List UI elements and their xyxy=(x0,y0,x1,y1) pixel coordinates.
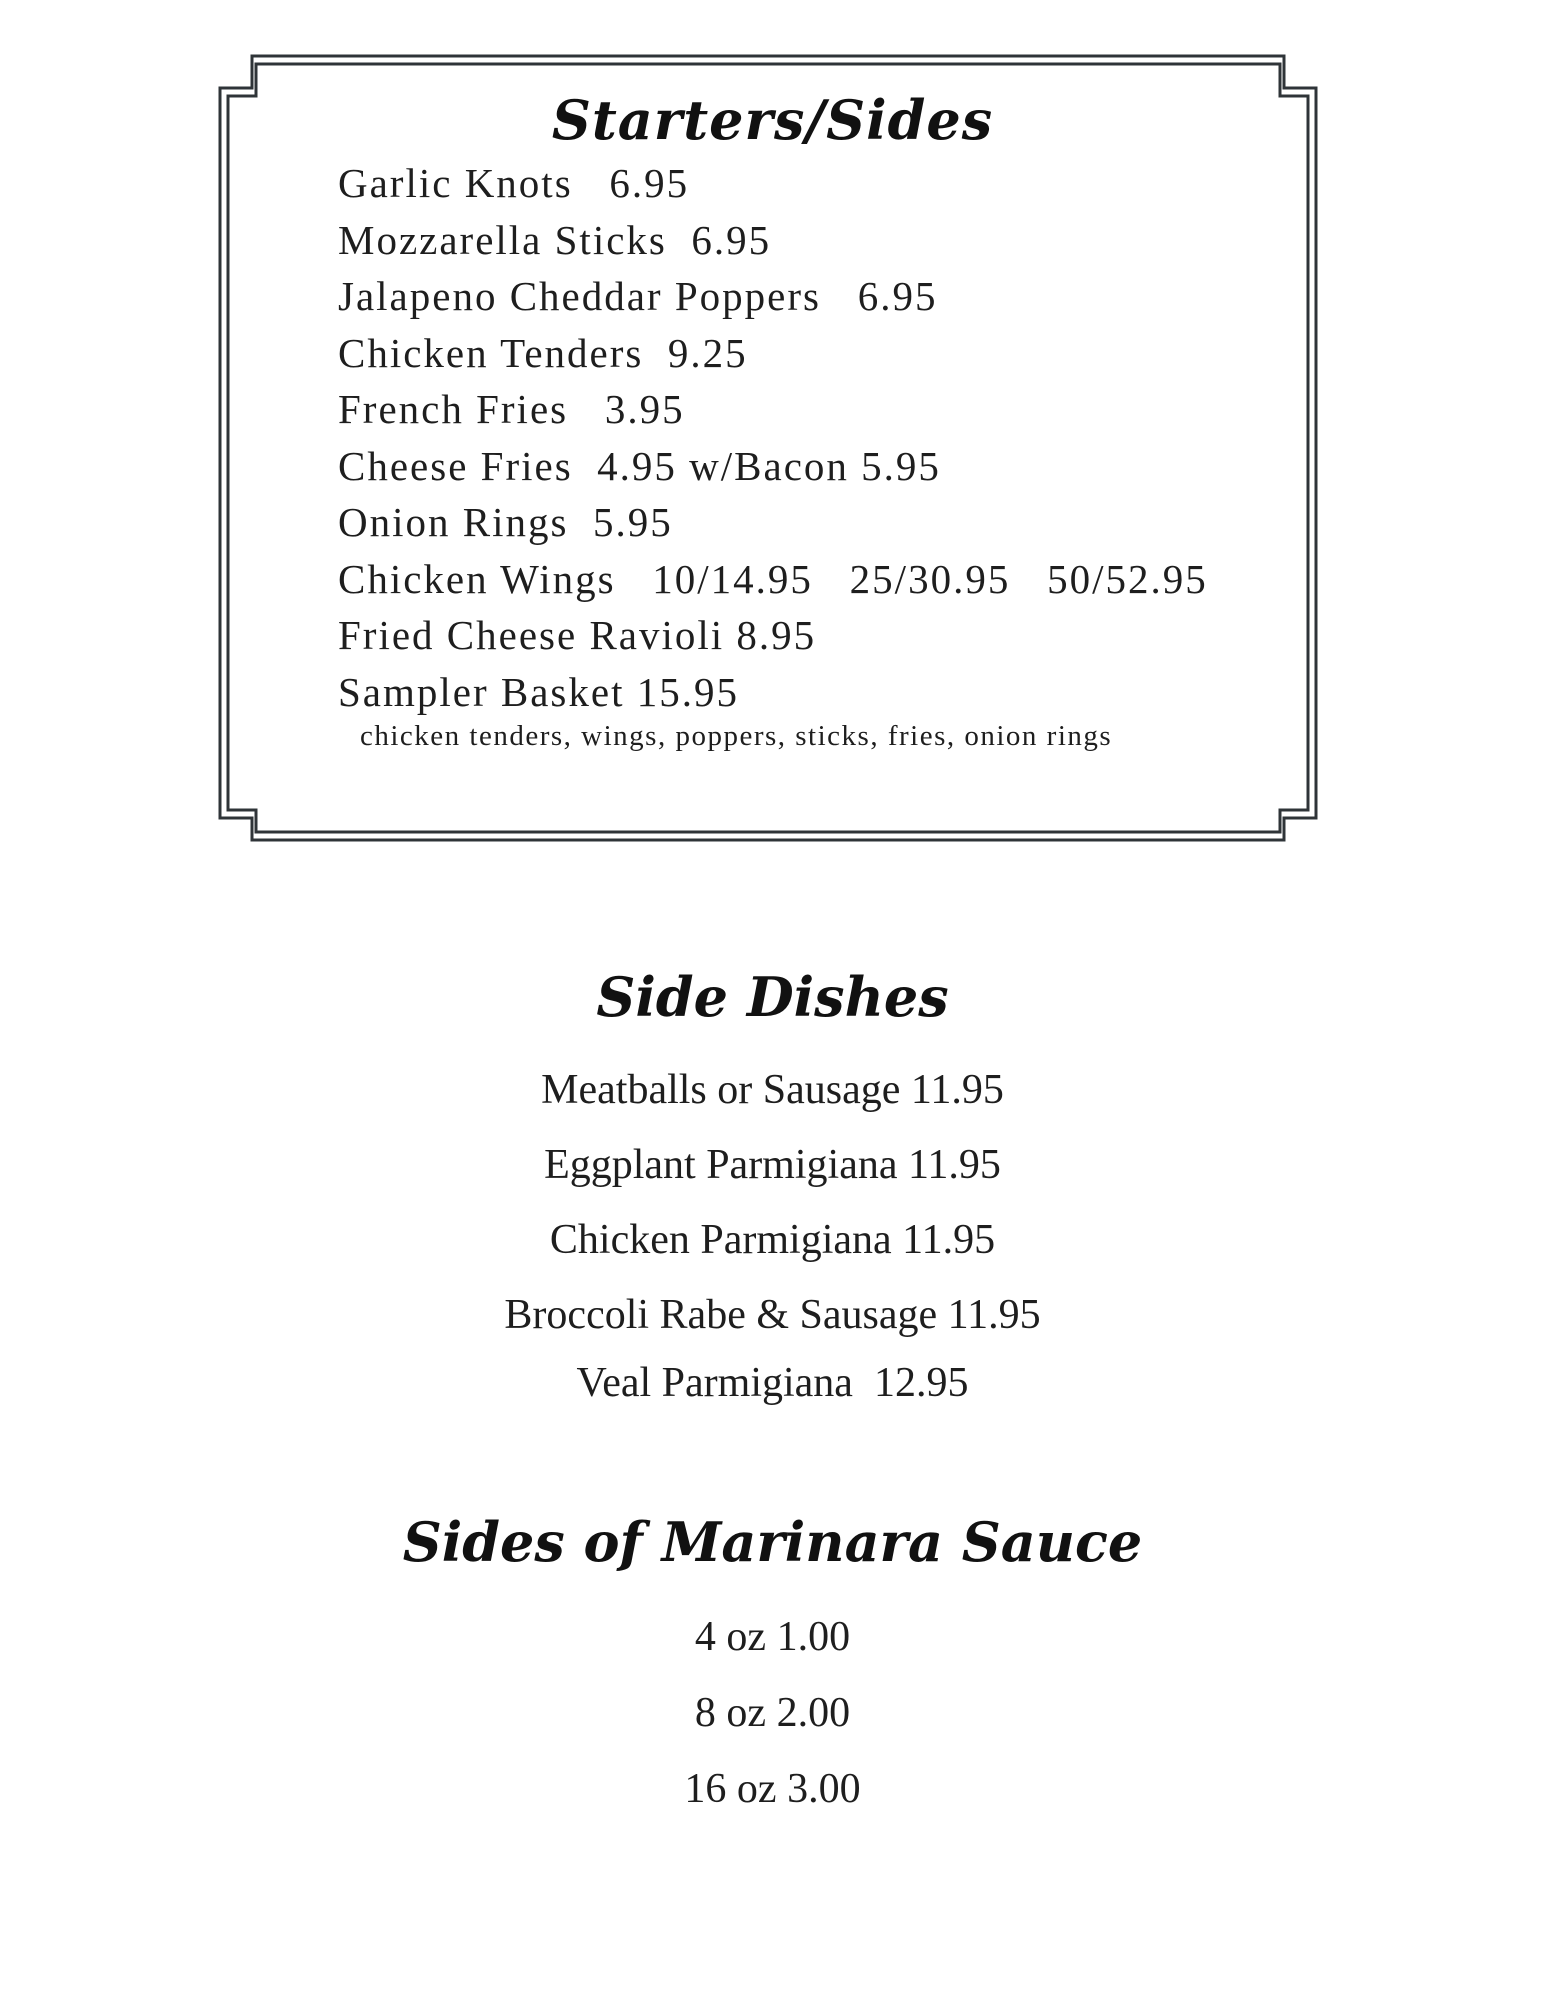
list-item: 16 oz 3.00 xyxy=(684,1766,861,1812)
marinara-sauce-list xyxy=(0,1605,1545,1833)
list-item: Meatballs or Sausage 11.95 xyxy=(541,1067,1004,1113)
list-item: Chicken Parmigiana 11.95 xyxy=(549,1217,996,1263)
list-item: 4 oz 1.00 xyxy=(694,1614,851,1660)
starters-list xyxy=(338,155,1208,720)
starters-title: Starters/Sides xyxy=(551,88,994,152)
list-item: Chicken Tenders 9.25 xyxy=(338,329,748,376)
list-item: Jalapeno Cheddar Poppers 6.95 xyxy=(338,273,938,319)
list-item: French Fries 3.95 xyxy=(338,386,685,432)
list-item: Onion Rings 5.95 xyxy=(338,499,673,545)
list-item: Eggplant Parmigiana 11.95 xyxy=(544,1142,1001,1188)
list-item: Mozzarella Sticks 6.95 xyxy=(338,216,772,263)
list-item: Broccoli Rabe & Sausage 11.95 xyxy=(504,1292,1041,1338)
list-item: Veal Parmigiana 12.95 xyxy=(576,1360,969,1406)
side-dishes-title: Side Dishes xyxy=(596,965,949,1029)
sampler-basket-note: chicken tenders, wings, poppers, sticks, fries, onion rings xyxy=(360,720,1113,752)
list-item: Cheese Fries 4.95 w/Bacon 5.95 xyxy=(338,442,941,489)
list-item: Sampler Basket 15.95 xyxy=(338,668,739,715)
list-item: Garlic Knots 6.95 xyxy=(338,160,690,206)
marinara-sauce-title: Sides of Marinara Sauce xyxy=(402,1510,1143,1574)
list-item: Fried Cheese Ravioli 8.95 xyxy=(338,612,817,658)
side-dishes-list xyxy=(0,1058,1545,1426)
list-item: 8 oz 2.00 xyxy=(694,1690,851,1736)
list-item: Chicken Wings 10/14.95 25/30.95 50/52.95 xyxy=(338,555,1208,602)
